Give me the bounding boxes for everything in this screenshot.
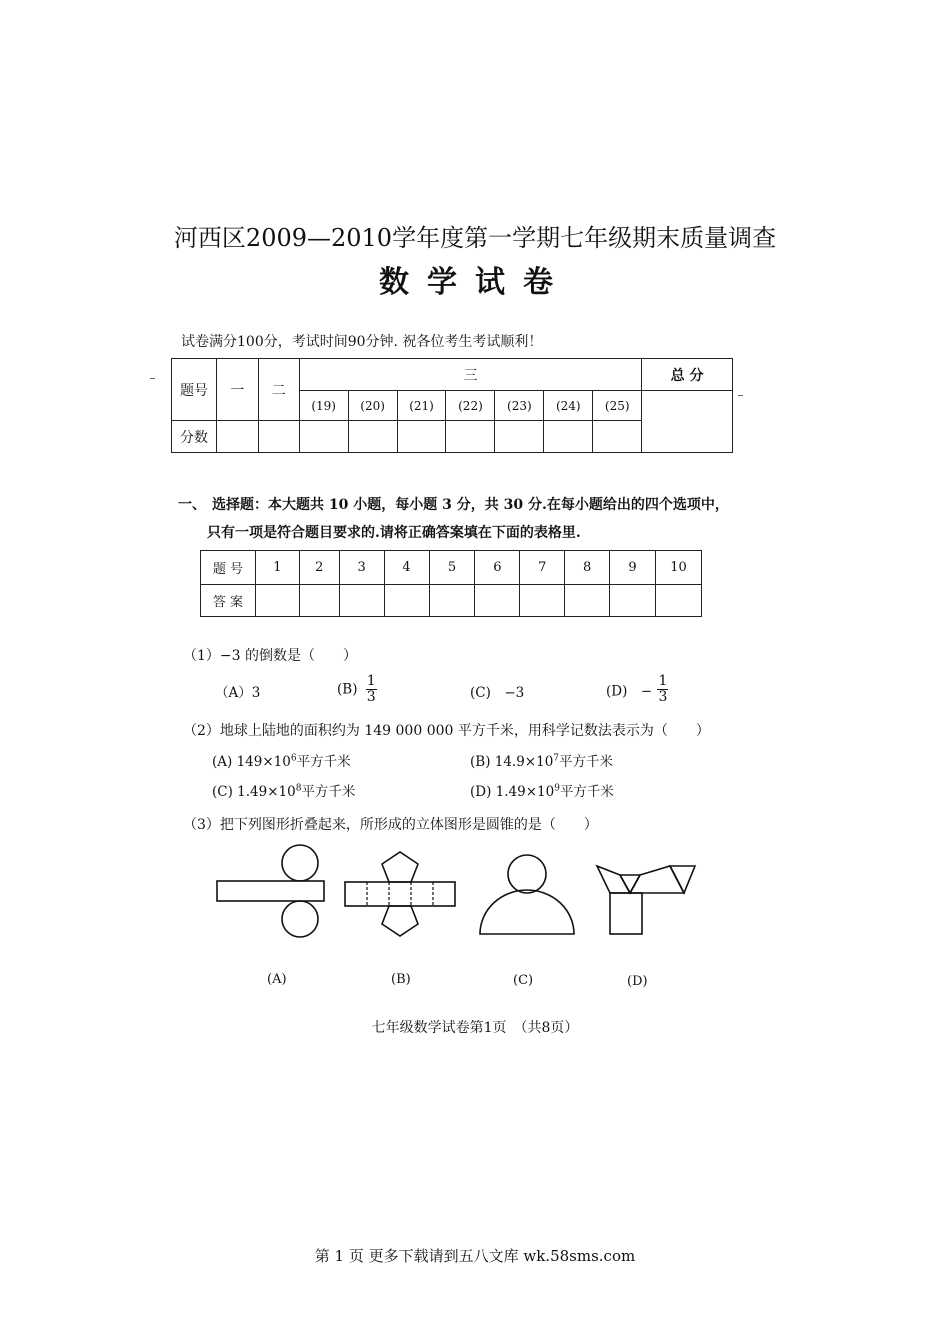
answer-cell <box>520 585 565 617</box>
scan-speck <box>150 378 155 379</box>
page-footer: 七年级数学试卷第1页 （共8页） <box>371 1020 579 1036</box>
answer-cell <box>610 585 656 617</box>
q2-stem: （2）地球上陆地的面积约为 149 000 000 平方千米，用科学记数法表示为（ ） <box>183 723 710 739</box>
section1-line2: 只有一项是符合题目要求的.请将正确答案填在下面的表格里. <box>207 525 581 541</box>
answer-cell <box>565 585 610 617</box>
answer-table-number: 6 <box>475 551 520 585</box>
q1-option-a: （A）3 <box>215 685 261 701</box>
scan-speck <box>738 395 743 396</box>
answer-cell <box>656 585 702 617</box>
figure-label-d: (D) <box>627 974 648 989</box>
answer-cell <box>299 585 339 617</box>
answer-cell <box>339 585 384 617</box>
q1-stem: （1）−3 的倒数是（ ） <box>183 648 357 664</box>
q2-option-d <box>470 780 614 800</box>
score-table-part2: 二 <box>258 359 299 421</box>
answer-table <box>200 550 702 617</box>
score-table-subitem: (22) <box>446 391 495 421</box>
section1-line1: 选择题：本大题共 10 小题，每小题 3 分，共 30 分.在每小题给出的四个选项中， <box>212 497 729 513</box>
exam-intro: 试卷满分100分，考试时间90分钟. 祝各位考生考试顺利！ <box>181 334 543 350</box>
q1-option-d-label: (D) − <box>606 683 653 700</box>
answer-table-number: 7 <box>520 551 565 585</box>
q2-option-a-exponent: 6 <box>290 753 297 764</box>
answer-cell <box>475 585 520 617</box>
q2-option-d-exponent: 9 <box>554 783 560 794</box>
source-note: 第 1 页 更多下载请到五八文库 wk.58sms.com <box>314 1247 636 1265</box>
q2-option-d-base: (D) 1.49×10 <box>470 784 555 800</box>
q1-option-b <box>337 674 377 705</box>
figure-d-prism-net <box>597 866 695 934</box>
answer-table-number: 8 <box>565 551 610 585</box>
score-table-total-label: 总 分 <box>642 359 733 391</box>
q1-option-c: (C) −3 <box>470 685 525 701</box>
section1-number: 一、 <box>178 497 206 513</box>
figure-c-cone-net <box>480 855 574 934</box>
fraction-numerator: 1 <box>658 673 668 689</box>
answer-cell <box>255 585 299 617</box>
score-table-subitem: (19) <box>299 391 348 421</box>
score-table-subitem: (24) <box>544 391 593 421</box>
q2-option-b-unit: 平方千米 <box>559 754 614 770</box>
score-cell <box>446 421 495 453</box>
section1-heading <box>178 494 729 514</box>
q3-stem: （3）把下列图形折叠起来，所形成的立体图形是圆锥的是（ ） <box>183 817 598 833</box>
q1-option-d <box>606 674 668 705</box>
q2-option-c-base: (C) 1.49×10 <box>212 784 296 800</box>
q2-option-a <box>212 750 351 770</box>
q3-figures <box>200 838 720 948</box>
answer-table-number: 2 <box>299 551 339 585</box>
answer-table-number: 10 <box>656 551 702 585</box>
score-table-part3: 三 <box>299 359 641 391</box>
fraction <box>657 674 668 705</box>
answer-cell <box>384 585 429 617</box>
q2-option-b-exponent: 7 <box>553 753 560 764</box>
score-cell <box>299 421 348 453</box>
answer-table-number: 4 <box>384 551 429 585</box>
score-cell <box>258 421 299 453</box>
score-table-subitem: (25) <box>593 391 642 421</box>
answer-table-answer-label: 答 案 <box>201 585 256 617</box>
figure-b-prism-net <box>345 852 455 936</box>
score-table <box>171 358 733 453</box>
q2-option-a-unit: 平方千米 <box>296 754 351 770</box>
score-table-subitem: (21) <box>397 391 446 421</box>
score-cell <box>216 421 258 453</box>
answer-table-number: 5 <box>429 551 475 585</box>
score-cell <box>348 421 397 453</box>
answer-table-number: 3 <box>339 551 384 585</box>
answer-table-number: 9 <box>610 551 656 585</box>
score-cell <box>495 421 544 453</box>
q2-option-b-base: (B) 14.9×10 <box>470 754 554 770</box>
score-table-subitem: (23) <box>495 391 544 421</box>
exam-subtitle: 数学试卷 <box>379 265 571 300</box>
fraction-denominator: 3 <box>658 689 668 705</box>
score-cell <box>397 421 446 453</box>
fraction-denominator: 3 <box>366 689 376 705</box>
score-cell <box>544 421 593 453</box>
figure-a-cylinder-net <box>217 845 324 937</box>
q2-option-d-unit: 平方千米 <box>559 784 614 800</box>
q2-option-c-exponent: 8 <box>295 783 302 794</box>
figure-label-c: (C) <box>513 973 534 988</box>
q2-option-b <box>470 750 613 770</box>
q1-option-b-label: (B) <box>337 681 358 698</box>
answer-table-question-label: 题 号 <box>201 551 256 585</box>
figure-label-b: (B) <box>391 972 411 987</box>
score-cell <box>593 421 642 453</box>
fraction <box>366 674 377 705</box>
q2-option-c-unit: 平方千米 <box>301 784 356 800</box>
exam-title: 河西区2009—2010学年度第一学期七年级期末质量调查 <box>173 224 777 252</box>
score-table-total-cell <box>642 391 733 453</box>
score-table-subitem: (20) <box>348 391 397 421</box>
figure-label-a: (A) <box>267 972 287 987</box>
score-table-part1: 一 <box>216 359 258 421</box>
answer-table-number: 1 <box>255 551 299 585</box>
answer-cell <box>429 585 475 617</box>
q2-option-a-base: (A) 149×10 <box>212 754 291 770</box>
fraction-numerator: 1 <box>366 673 376 689</box>
score-table-question-label: 题号 <box>172 359 217 421</box>
score-table-score-label: 分数 <box>172 421 217 453</box>
q2-option-c <box>212 780 355 800</box>
